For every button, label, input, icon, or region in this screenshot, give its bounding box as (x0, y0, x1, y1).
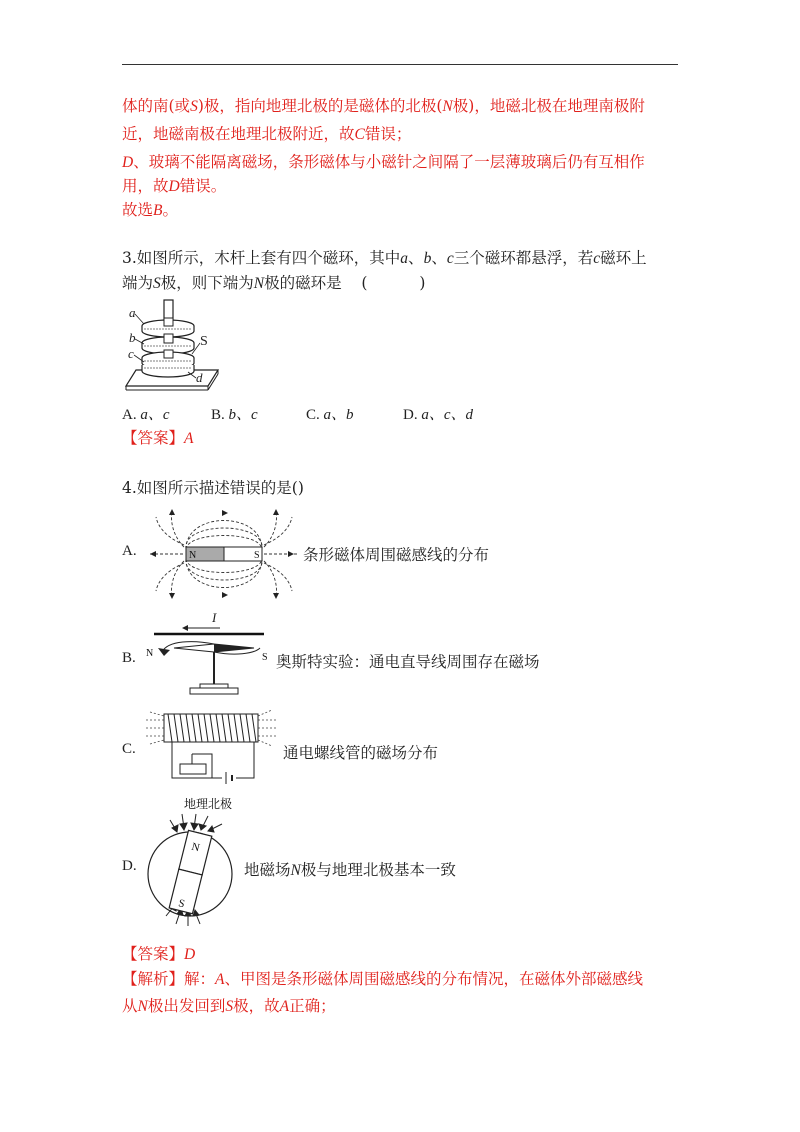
solution-line-4: 用，故D错误。 (122, 177, 227, 195)
q4-stem: 4.如图所示描述错误的是() (122, 479, 304, 497)
q4-option-d-letter[interactable]: D. (122, 858, 137, 874)
q4-d-S: S (177, 897, 187, 911)
q4-analysis-line-1: 【解析】解：A、甲图是条形磁体周围磁感线的分布情况，在磁体外部磁感线 (122, 970, 644, 988)
q3-stem-line-1: 3.如图所示，木杆上套有四个磁环，其中a、b、c三个磁环都悬浮，若c磁环上 (122, 249, 647, 267)
q3-label-a: a (129, 305, 136, 320)
q4-analysis-line-2: 从N极出发回到S极，故A正确； (122, 997, 336, 1015)
q4-b-I: I (212, 610, 217, 625)
q4-option-c-caption: 通电螺线管的磁场分布 (283, 744, 439, 762)
q4-option-a-letter[interactable]: A. (122, 543, 137, 559)
q4-answer: 【答案】D (122, 945, 196, 963)
q3-label-c: c (128, 346, 134, 361)
header-rule (122, 64, 678, 65)
q4-b-N: N (146, 648, 154, 659)
q4-solenoid-figure (146, 708, 278, 782)
q3-option-d[interactable]: D. a、c、d (403, 407, 474, 423)
q4-option-b-caption: 奥斯特实验：通电直导线周围存在磁场 (276, 653, 540, 671)
q4-d-title: 地理北极 (184, 797, 233, 811)
q4-geomagnetic-figure (144, 794, 240, 930)
q3-option-a[interactable]: A. a、c (122, 407, 170, 423)
q4-a-N: N (189, 550, 197, 561)
q3-option-b[interactable]: B. b、c (211, 407, 258, 423)
q4-d-N: N (190, 840, 201, 855)
q3-magnet-rings-figure (120, 298, 220, 392)
q4-a-S: S (254, 550, 260, 561)
solution-line-2: 近，地磁南极在地理北极附近，故C错误； (122, 125, 412, 143)
solution-line-3: D、玻璃不能隔离磁场，条形磁体与小磁针之间隔了一层薄玻璃后仍有互相作 (122, 153, 645, 171)
q4-option-d-caption: 地磁场N极与地理北极基本一致 (244, 861, 456, 879)
q4-oersted-figure (144, 610, 274, 698)
q4-option-a-caption: 条形磁体周围磁感线的分布 (303, 546, 490, 564)
q4-b-S: S (262, 652, 268, 663)
q4-option-b-letter[interactable]: B. (122, 650, 136, 666)
q3-option-c[interactable]: C. a、b (306, 407, 354, 423)
q3-answer: 【答案】A (122, 429, 194, 447)
q4-bar-magnet-field-figure (148, 507, 300, 601)
q3-label-b: b (129, 330, 136, 345)
q3-label-S: S (200, 334, 208, 349)
solution-line-5: 故选B。 (122, 201, 178, 219)
solution-line-1: 体的南(或S)极，指向地理北极的是磁体的北极(N极)，地磁北极在地理南极附 (122, 97, 645, 115)
q3-label-d: d (196, 370, 203, 385)
q4-option-c-letter[interactable]: C. (122, 741, 136, 757)
q3-stem-line-2: 端为S极，则下端为N极的磁环是 ( ) (122, 274, 426, 292)
